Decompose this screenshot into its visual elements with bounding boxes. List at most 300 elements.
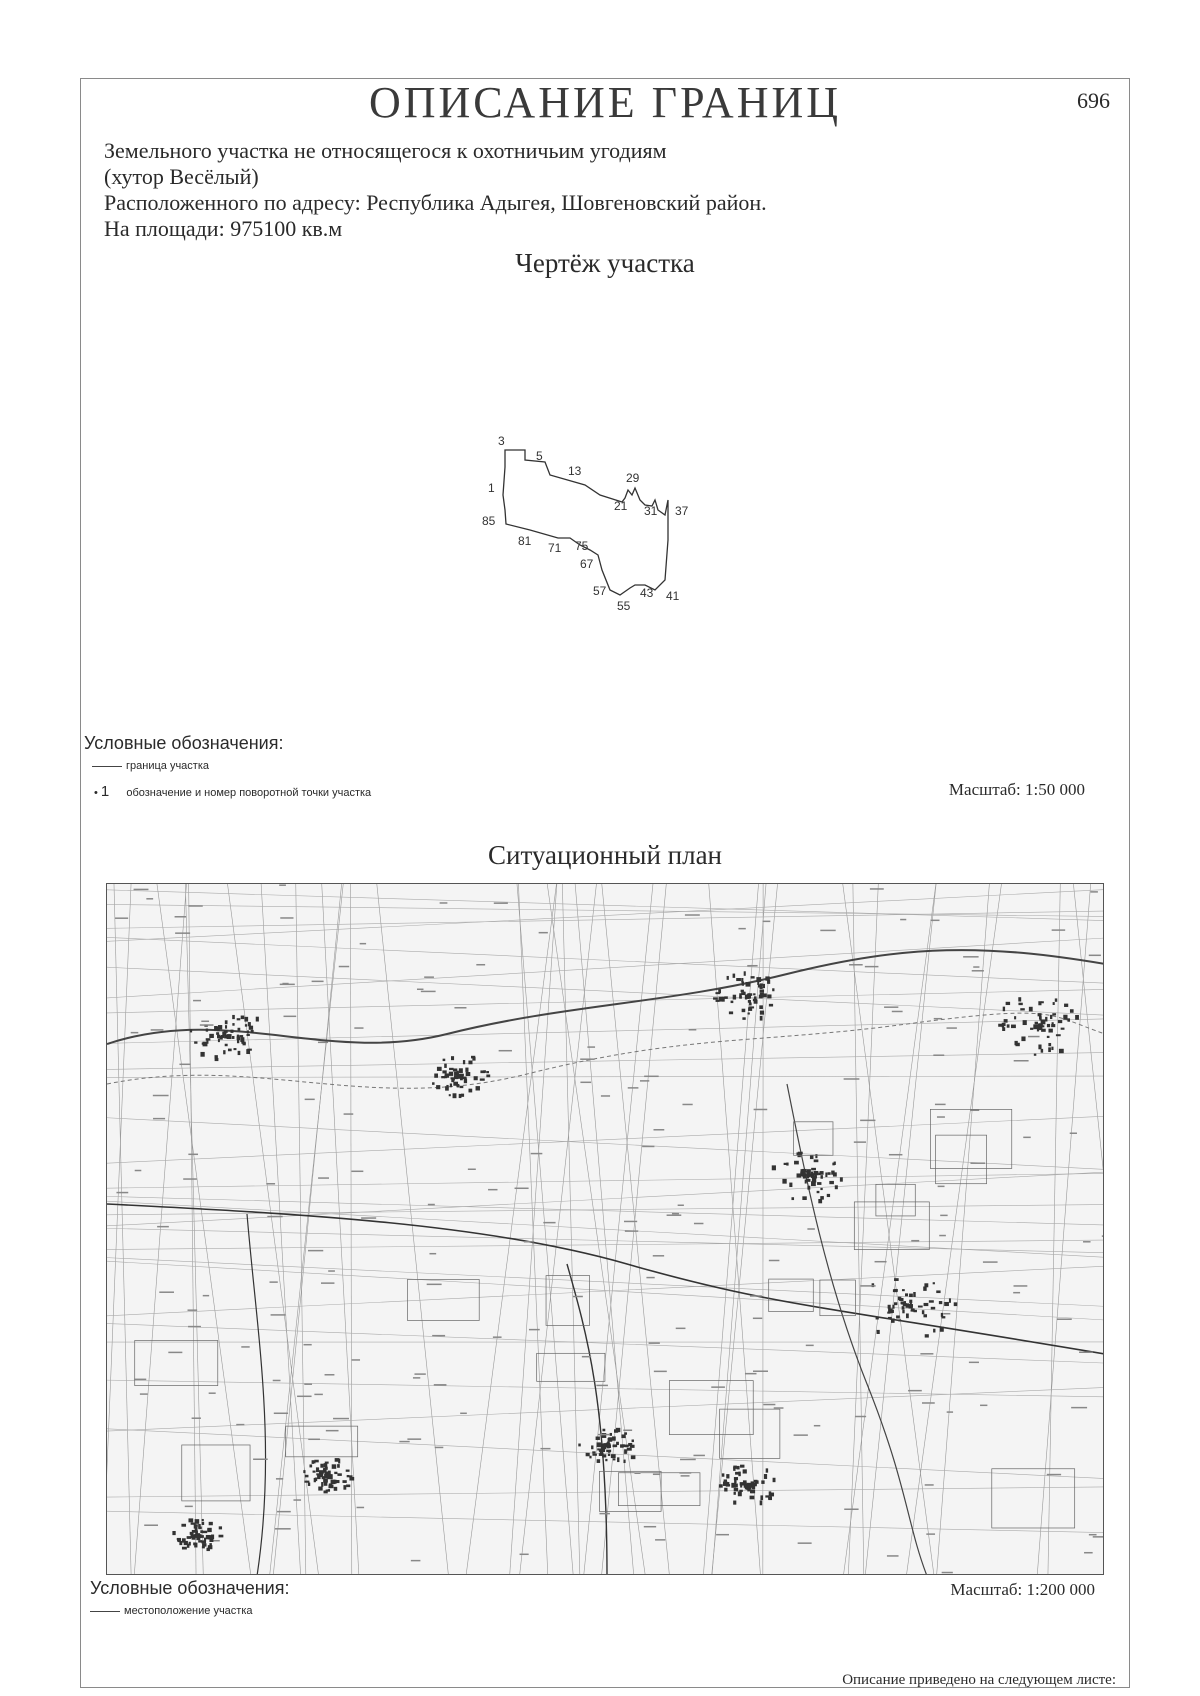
legend-point-marker: 1 — [100, 783, 110, 800]
map-label-mark — [750, 1295, 762, 1297]
map-settlement-block — [719, 1484, 723, 1487]
map-label-mark — [414, 1373, 425, 1375]
map-label-mark — [753, 1318, 762, 1320]
map-label-mark — [192, 1417, 201, 1419]
map-label-mark — [849, 964, 863, 966]
map-settlement-block — [734, 1479, 736, 1484]
map-settlement-block — [767, 994, 771, 998]
map-settlement-block — [215, 1055, 218, 1059]
map-settlement-block — [198, 1527, 201, 1530]
map-settlement-block — [807, 1169, 811, 1171]
map-label-mark — [931, 920, 940, 922]
map-grid-line — [703, 884, 758, 1575]
map-settlement-block — [888, 1317, 892, 1320]
map-label-mark — [938, 1186, 945, 1188]
map-label-mark — [942, 1572, 953, 1574]
map-label-mark — [411, 1560, 421, 1562]
map-settlement-block — [887, 1312, 890, 1314]
map-label-mark — [1102, 1235, 1104, 1237]
map-field — [930, 1109, 1011, 1168]
map-label-mark — [494, 902, 508, 904]
map-settlement-block — [202, 1519, 204, 1521]
map-settlement-block — [772, 988, 774, 991]
map-settlement-block — [762, 993, 767, 997]
map-settlement-block — [740, 1465, 744, 1468]
map-settlement-block — [1047, 1024, 1050, 1027]
map-label-mark — [1028, 1036, 1039, 1038]
map-settlement-block — [818, 1199, 822, 1203]
map-settlement-block — [718, 989, 721, 993]
map-settlement-block — [238, 1051, 241, 1055]
map-label-mark — [970, 1162, 985, 1164]
map-settlement-block — [202, 1543, 206, 1546]
map-settlement-block — [209, 1522, 213, 1525]
map-grid-line — [107, 1258, 1104, 1307]
map-settlement-block — [825, 1172, 827, 1177]
map-settlement-block — [451, 1056, 454, 1060]
map-label-mark — [432, 1335, 445, 1337]
map-label-mark — [1014, 1285, 1028, 1287]
map-settlement-block — [742, 1009, 746, 1012]
map-settlement-block — [237, 1037, 240, 1041]
map-label-mark — [351, 1171, 363, 1173]
map-label-mark — [209, 1392, 216, 1394]
map-label-mark — [653, 1255, 664, 1257]
map-field — [546, 1276, 590, 1326]
map-settlement-block — [602, 1429, 605, 1432]
map-settlement-block — [200, 1052, 204, 1057]
map-label-mark — [157, 1226, 169, 1228]
map-settlement-block — [902, 1306, 905, 1310]
map-settlement-block — [902, 1289, 905, 1291]
map-settlement-block — [905, 1293, 908, 1296]
map-settlement-block — [335, 1458, 340, 1462]
map-settlement-block — [246, 1049, 250, 1054]
map-label-mark — [266, 1183, 275, 1185]
map-label-mark — [806, 1345, 814, 1347]
map-field — [286, 1426, 358, 1457]
map-settlement-block — [449, 1068, 454, 1070]
map-settlement-block — [241, 1042, 245, 1044]
map-river — [107, 950, 1104, 1044]
map-label-mark — [428, 1204, 435, 1206]
map-label-mark — [304, 1383, 312, 1385]
map-settlement-block — [789, 1183, 792, 1187]
map-settlement-block — [733, 1501, 736, 1505]
map-settlement-block — [1003, 1023, 1006, 1026]
point-label: 13 — [568, 464, 582, 478]
map-settlement-block — [442, 1070, 446, 1073]
map-label-mark — [151, 1029, 164, 1031]
map-label-mark — [168, 1352, 182, 1354]
map-settlement-block — [228, 1049, 232, 1052]
map-settlement-block — [765, 976, 769, 980]
map-settlement-block — [225, 1020, 228, 1024]
map-settlement-block — [195, 1527, 198, 1531]
map-settlement-block — [210, 1536, 213, 1540]
map-settlement-block — [476, 1086, 480, 1090]
map-settlement-block — [1002, 1027, 1005, 1031]
map-settlement-block — [759, 1005, 763, 1009]
map-settlement-block — [328, 1489, 330, 1491]
map-label-mark — [934, 1018, 942, 1020]
map-label-mark — [646, 1277, 654, 1279]
map-settlement-block — [760, 987, 763, 989]
map-settlement-block — [232, 1023, 234, 1026]
map-settlement-block — [754, 1482, 757, 1485]
map-settlement-block — [931, 1307, 935, 1310]
map-label-mark — [900, 919, 906, 921]
legend-point — [94, 783, 371, 800]
map-label-mark — [769, 1260, 780, 1262]
plot-drawing — [430, 420, 730, 620]
point-label: 57 — [593, 584, 607, 598]
map-settlement-block — [736, 978, 741, 981]
map-label-mark — [807, 1228, 814, 1230]
map-label-mark — [276, 1478, 283, 1480]
map-settlement-block — [814, 1159, 819, 1162]
map-label-mark — [860, 1285, 875, 1287]
map-field — [769, 1279, 814, 1312]
map-label-mark — [203, 1295, 209, 1297]
map-label-mark — [599, 1513, 609, 1515]
map-label-mark — [529, 1329, 540, 1331]
map-settlement-block — [1023, 1020, 1027, 1025]
map-label-mark — [153, 1095, 169, 1097]
legend-boundary — [92, 760, 209, 772]
situation-legend-title: Условные обозначения: — [90, 1578, 290, 1598]
map-settlement-block — [1006, 1002, 1010, 1005]
map-label-mark — [427, 1284, 442, 1286]
map-settlement-block — [334, 1472, 337, 1474]
map-label-mark — [357, 1507, 365, 1509]
map-settlement-block — [910, 1303, 912, 1307]
map-settlement-block — [1055, 998, 1057, 1001]
map-label-mark — [892, 1011, 903, 1012]
map-label-mark — [352, 1359, 360, 1361]
sheet-number: 696 — [1077, 88, 1110, 113]
map-settlement-block — [483, 1070, 486, 1073]
map-settlement-block — [760, 1500, 762, 1505]
map-settlement-block — [820, 1188, 822, 1190]
map-label-mark — [908, 1390, 922, 1392]
map-settlement-block — [230, 1030, 233, 1033]
map-label-mark — [625, 1230, 638, 1232]
map-settlement-block — [346, 1484, 350, 1487]
map-field — [537, 1353, 605, 1381]
map-settlement-block — [578, 1444, 580, 1447]
map-label-mark — [540, 1448, 550, 1450]
map-label-mark — [655, 1539, 665, 1541]
map-grid-line — [377, 884, 449, 1575]
map-settlement-block — [734, 1488, 738, 1491]
map-label-mark — [676, 1328, 686, 1330]
plot-info — [104, 138, 767, 242]
map-settlement-block — [206, 1548, 209, 1551]
map-settlement-block — [321, 1482, 323, 1487]
map-label-mark — [361, 1217, 376, 1219]
map-label-mark — [1070, 1132, 1077, 1134]
map-settlement-block — [312, 1460, 314, 1464]
map-settlement-block — [733, 974, 736, 978]
map-settlement-block — [247, 1030, 249, 1033]
map-settlement-block — [1067, 1018, 1070, 1021]
map-settlement-block — [820, 1175, 822, 1179]
map-settlement-block — [592, 1451, 595, 1453]
map-label-mark — [587, 1046, 595, 1048]
map-label-mark — [601, 1095, 610, 1097]
map-label-mark — [798, 1542, 812, 1544]
map-settlement-block — [724, 1479, 727, 1481]
map-settlement-block — [234, 1048, 237, 1050]
map-settlement-block — [177, 1538, 181, 1542]
map-settlement-block — [772, 1165, 776, 1170]
map-label-mark — [454, 1007, 466, 1009]
map-settlement-block — [902, 1310, 904, 1313]
map-settlement-block — [803, 1172, 806, 1176]
map-settlement-block — [933, 1329, 935, 1333]
map-settlement-block — [597, 1459, 600, 1463]
map-grid-line — [157, 884, 251, 1575]
map-settlement-block — [464, 1078, 467, 1083]
map-settlement-block — [614, 1429, 617, 1432]
map-label-mark — [634, 1472, 640, 1474]
map-label-mark — [980, 1405, 987, 1407]
map-settlement-block — [713, 997, 718, 999]
map-label-mark — [193, 1000, 201, 1002]
map-settlement-block — [241, 1016, 245, 1020]
map-settlement-block — [194, 1543, 197, 1548]
map-grid-line — [189, 884, 196, 1575]
map-settlement-block — [1053, 1002, 1055, 1005]
map-label-mark — [678, 1205, 684, 1207]
map-label-mark — [200, 1024, 214, 1026]
map-label-mark — [711, 1386, 725, 1388]
map-settlement-block — [748, 1012, 750, 1014]
map-label-mark — [1089, 955, 1101, 957]
map-label-mark — [716, 1534, 729, 1536]
map-label-mark — [754, 1109, 768, 1111]
map-settlement-block — [810, 1156, 813, 1160]
map-settlement-block — [1038, 1044, 1041, 1049]
map-label-mark — [201, 1021, 209, 1023]
map-label-mark — [116, 1192, 128, 1194]
map-grid-line — [107, 890, 1104, 921]
map-field — [876, 1184, 915, 1216]
point-marker-icon: • — [94, 787, 98, 799]
map-label-mark — [763, 1404, 775, 1406]
map-label-mark — [344, 1113, 354, 1115]
map-settlement-block — [305, 1475, 309, 1478]
map-label-mark — [280, 917, 293, 919]
map-settlement-block — [918, 1306, 923, 1308]
map-label-mark — [970, 1110, 979, 1112]
map-grid-line — [107, 1173, 1104, 1188]
map-label-mark — [596, 1385, 608, 1387]
map-label-mark — [253, 1458, 268, 1460]
point-label: 67 — [580, 557, 594, 571]
map-settlement-block — [466, 1072, 471, 1076]
map-settlement-block — [463, 1060, 465, 1064]
map-settlement-block — [726, 1474, 729, 1478]
map-settlement-block — [913, 1310, 916, 1312]
map-label-mark — [325, 1374, 335, 1376]
map-settlement-block — [480, 1078, 485, 1080]
map-settlement-block — [436, 1085, 440, 1089]
map-settlement-block — [468, 1089, 472, 1093]
map-label-mark — [685, 914, 700, 916]
map-settlement-block — [944, 1302, 949, 1306]
map-label-mark — [1103, 1285, 1104, 1287]
map-label-mark — [644, 1076, 659, 1078]
legend-boundary-label: граница участка — [126, 760, 209, 772]
map-label-mark — [939, 1235, 946, 1237]
legend-location — [90, 1605, 253, 1617]
map-label-mark — [135, 1170, 142, 1172]
map-grid-line — [1037, 884, 1090, 1575]
map-label-mark — [188, 1326, 201, 1328]
map-settlement-block — [734, 1484, 737, 1488]
map-settlement-block — [486, 1074, 490, 1077]
map-settlement-block — [1004, 1019, 1008, 1023]
map-label-mark — [947, 1027, 957, 1029]
map-settlement-block — [206, 1028, 208, 1031]
situation-plan-title: Ситуационный план — [487, 840, 723, 870]
map-settlement-block — [817, 1182, 821, 1185]
map-label-mark — [1023, 1137, 1030, 1139]
map-settlement-block — [246, 1034, 249, 1036]
map-label-mark — [1071, 1407, 1087, 1409]
info-line-area: На площади: 975100 кв.м — [104, 216, 343, 241]
map-settlement-block — [750, 1496, 755, 1500]
point-label: 31 — [644, 504, 658, 518]
map-label-mark — [539, 932, 548, 934]
point-label: 29 — [626, 471, 640, 485]
map-grid-line — [107, 1053, 1104, 1070]
map-label-mark — [682, 1104, 692, 1106]
map-label-mark — [515, 1188, 529, 1190]
map-settlement-block — [457, 1084, 459, 1086]
map-label-mark — [889, 1154, 902, 1156]
map-settlement-block — [802, 1196, 806, 1200]
map-settlement-block — [1038, 1001, 1041, 1005]
map-label-mark — [654, 1371, 667, 1373]
map-label-mark — [214, 1540, 220, 1542]
map-grid-line — [107, 904, 1104, 916]
map-label-mark — [520, 1554, 529, 1556]
map-settlement-block — [432, 1082, 435, 1085]
map-settlement-block — [1064, 1004, 1068, 1007]
map-label-mark — [297, 1396, 311, 1398]
point-label: 5 — [536, 449, 543, 463]
map-settlement-block — [764, 1474, 767, 1479]
map-settlement-block — [589, 1456, 591, 1459]
map-label-mark — [153, 1118, 165, 1120]
map-label-mark — [293, 1499, 301, 1501]
map-label-mark — [573, 1296, 583, 1298]
map-settlement-block — [196, 1533, 200, 1538]
map-settlement-block — [1070, 1009, 1074, 1013]
map-label-mark — [937, 1116, 945, 1118]
map-settlement-block — [203, 1531, 207, 1533]
map-settlement-block — [760, 1016, 763, 1021]
map-grid-line — [709, 884, 761, 1575]
map-label-mark — [642, 1146, 654, 1148]
map-settlement-block — [320, 1474, 323, 1477]
map-label-mark — [241, 1346, 249, 1348]
map-label-mark — [318, 1042, 328, 1044]
map-grid-line — [107, 884, 131, 1575]
map-label-mark — [421, 991, 436, 993]
map-settlement-block — [591, 1445, 593, 1449]
map-settlement-block — [206, 1039, 208, 1043]
map-settlement-block — [214, 1026, 217, 1031]
map-label-mark — [277, 1511, 291, 1513]
map-label-mark — [312, 981, 324, 983]
map-settlement-block — [612, 1436, 616, 1440]
map-settlement-block — [608, 1453, 610, 1455]
map-label-mark — [681, 1475, 690, 1477]
map-settlement-block — [933, 1282, 935, 1284]
map-settlement-block — [769, 1491, 772, 1496]
map-label-mark — [274, 1413, 288, 1415]
map-settlement-block — [623, 1460, 625, 1463]
map-settlement-block — [1051, 1047, 1053, 1050]
map-label-mark — [1084, 1552, 1093, 1554]
map-settlement-block — [238, 1028, 241, 1031]
map-label-mark — [440, 902, 448, 904]
map-settlement-block — [796, 1152, 798, 1155]
map-settlement-block — [954, 1302, 958, 1306]
map-field — [135, 1341, 218, 1386]
map-label-mark — [926, 1533, 935, 1535]
map-label-mark — [972, 970, 984, 972]
map-settlement-block — [329, 1484, 331, 1488]
map-settlement-block — [187, 1536, 191, 1539]
map-label-mark — [580, 1082, 591, 1084]
map-label-mark — [855, 1416, 866, 1418]
map-settlement-block — [737, 1466, 740, 1470]
map-label-mark — [820, 930, 835, 932]
map-label-mark — [434, 1384, 447, 1386]
map-settlement-block — [835, 1185, 838, 1189]
map-settlement-block — [597, 1448, 600, 1450]
map-label-mark — [624, 1221, 637, 1223]
map-settlement-block — [888, 1305, 891, 1309]
map-settlement-block — [227, 1034, 232, 1039]
map-settlement-block — [219, 1535, 224, 1538]
map-label-mark — [1052, 929, 1066, 931]
map-label-mark — [628, 1087, 639, 1089]
map-settlement-block — [602, 1433, 606, 1438]
map-settlement-block — [936, 1290, 940, 1293]
map-settlement-block — [740, 1484, 742, 1487]
map-settlement-block — [729, 1011, 733, 1014]
map-settlement-block — [240, 1037, 243, 1042]
map-field — [669, 1381, 753, 1435]
map-settlement-block — [840, 1177, 843, 1181]
info-line-place: (хутор Весёлый) — [104, 164, 259, 189]
map-settlement-block — [813, 1173, 817, 1176]
map-label-mark — [499, 1050, 512, 1052]
map-label-mark — [920, 1353, 933, 1355]
map-settlement-block — [324, 1490, 328, 1493]
map-label-mark — [413, 1377, 420, 1379]
map-settlement-block — [1029, 1007, 1033, 1012]
map-settlement-block — [304, 1481, 309, 1483]
map-label-mark — [134, 889, 149, 891]
map-label-mark — [649, 1342, 660, 1344]
